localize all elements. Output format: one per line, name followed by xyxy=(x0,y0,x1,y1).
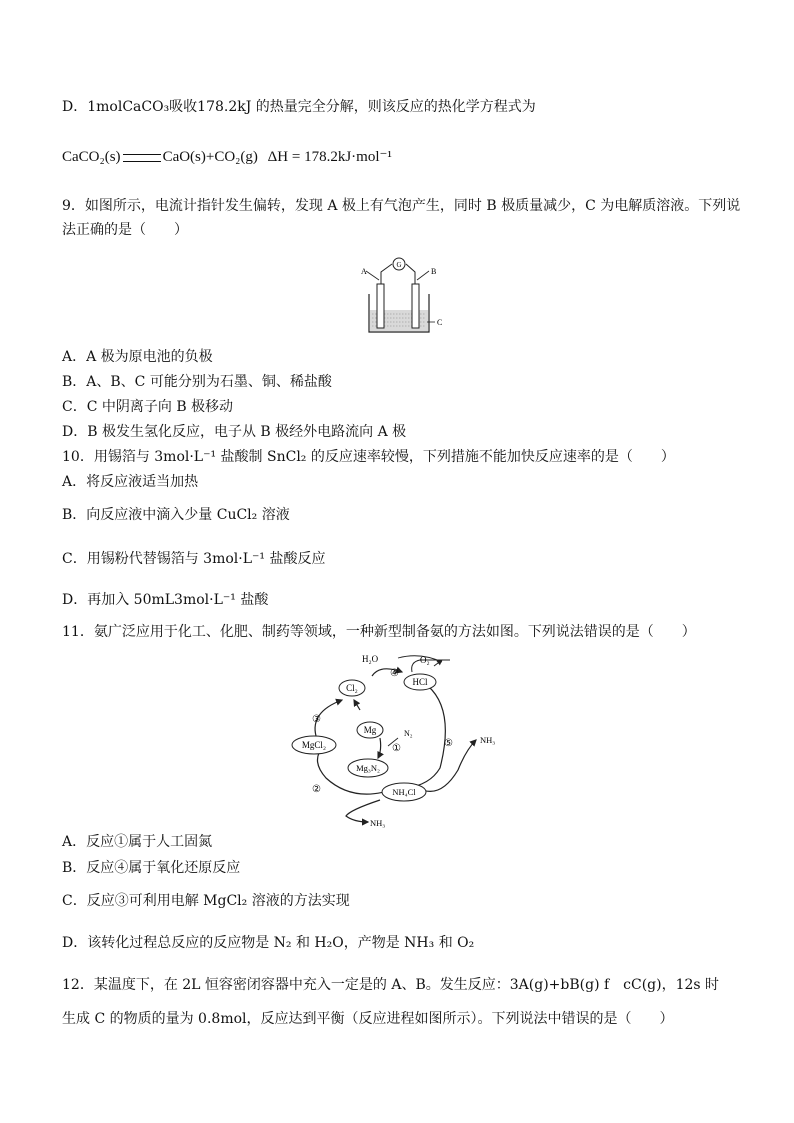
label-a: A xyxy=(361,267,367,276)
electrode-b xyxy=(412,284,419,328)
galvanometer-label: G xyxy=(396,261,402,269)
q12-stem-line-2: 生成 C 的物质的量为 0.8mol，反应达到平衡（反应进程如图所示）。下列说法中错误的是（ ） xyxy=(62,1011,674,1027)
electrode-a xyxy=(377,284,384,328)
node-mgcl2: MgCl₂ xyxy=(301,740,327,750)
q10-option-b: B．向反应液中滴入少量 CuCl₂ 溶液 xyxy=(62,507,290,523)
label-nh3-bottom: NH₃ xyxy=(370,818,386,828)
step-3: ③ xyxy=(312,714,321,725)
q8-option-d-label: D． xyxy=(62,99,88,115)
q9-option-b: B．A、B、C 可能分别为石墨、铜、稀盐酸 xyxy=(62,374,332,390)
step-5: ⑤ xyxy=(444,738,453,749)
q9-stem-line-2: 法正确的是（ ） xyxy=(62,222,188,238)
q8-eq-dh: ΔH = 178.2kJ·mol⁻¹ xyxy=(267,149,392,165)
q10-option-a: A．将反应液适当加热 xyxy=(62,474,199,490)
q12-stem-line-1: 12．某温度下，在 2L 恒容密闭容器中充入一定是的 A、B。发生反应：3A(g)+bB(g) f cC(g)，12s 时 xyxy=(62,977,720,993)
q8-equation xyxy=(62,147,392,167)
q11-stem: 11．氨广泛应用于化工、化肥、制药等领域，一种新型制备氨的方法如图。下列说法错误的是（ ） xyxy=(62,624,696,640)
label-o2: O₂ xyxy=(420,655,430,665)
step-4: ④ xyxy=(390,668,399,679)
label-h2o: H₂O xyxy=(362,654,379,664)
q10-stem: 10．用锡箔与 3mol·L⁻¹ 盐酸制 SnCl₂ 的反应速率较慢，下列措施不能加快反应速率的是（ ） xyxy=(62,449,675,465)
step-1: ① xyxy=(392,743,401,754)
q8-option-d xyxy=(62,97,536,117)
q9-option-a: A．A 极为原电池的负极 xyxy=(62,349,213,365)
node-nh4cl: NH₄Cl xyxy=(392,787,416,797)
label-n2: N₂ xyxy=(404,729,413,738)
q11-option-d: D．该转化过程总反应的反应物是 N₂ 和 H₂O，产物是 NH₃ 和 O₂ xyxy=(62,935,475,951)
node-hcl: HCl xyxy=(412,677,428,687)
q9-galvanic-cell-diagram xyxy=(355,254,445,340)
q8-option-d-text: 1molCaCO₃吸收178.2kJ 的热量完全分解，则该反应的热化学方程式为 xyxy=(87,99,536,115)
q8-eq-right: CaO(s)+CO₂(g) xyxy=(162,149,258,165)
q11-option-a: A．反应①属于人工固氮 xyxy=(62,834,213,850)
label-c: C xyxy=(437,318,443,327)
q9-option-d: D．B 极发生氢化反应，电子从 B 极经外电路流向 A 极 xyxy=(62,424,407,440)
node-mg3n2: Mg₃N₂ xyxy=(356,763,380,773)
q8-eq-left: CaCO₂(s) xyxy=(62,149,121,165)
node-cl2: Cl₂ xyxy=(346,683,358,693)
q10-option-c: C．用锡粉代替锡箔与 3mol·L⁻¹ 盐酸反应 xyxy=(62,551,326,567)
label-b: B xyxy=(431,267,437,276)
equals-arrow-icon xyxy=(123,154,161,162)
q11-ammonia-cycle-diagram xyxy=(280,650,510,830)
step-2: ② xyxy=(312,784,321,795)
q9-stem-line-1: 9．如图所示，电流计指针发生偏转，发现 A 极上有气泡产生，同时 B 极质量减少，C 为电解质溶液。下列说 xyxy=(62,198,741,214)
node-mg: Mg xyxy=(363,725,377,735)
q11-option-c: C．反应③可利用电解 MgCl₂ 溶液的方法实现 xyxy=(62,893,350,909)
q11-option-b: B．反应④属于氧化还原反应 xyxy=(62,860,241,876)
label-nh3-right: NH₃ xyxy=(480,735,496,745)
q10-option-d: D．再加入 50mL3mol·L⁻¹ 盐酸 xyxy=(62,592,269,608)
q9-option-c: C．C 中阴离子向 B 极移动 xyxy=(62,399,234,415)
